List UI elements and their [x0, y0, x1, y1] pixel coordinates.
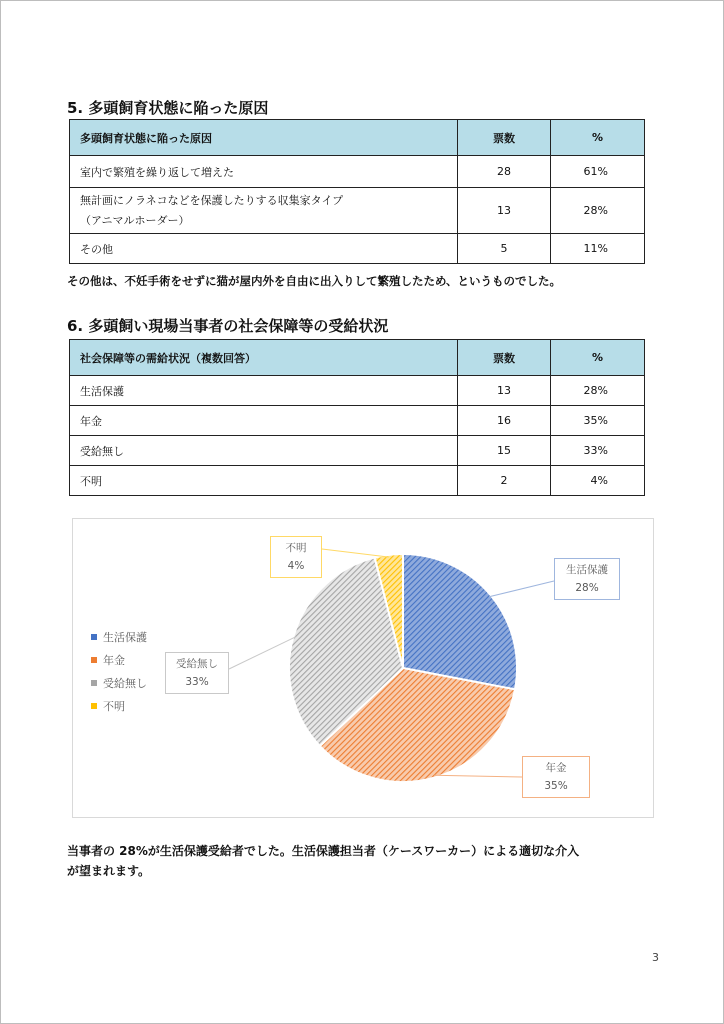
table-row [70, 436, 645, 466]
legend-swatch [91, 680, 97, 686]
data-label-seikatsu [554, 558, 620, 600]
legend-swatch [91, 703, 97, 709]
data-label-value: 33% [185, 676, 209, 688]
table-header-row [70, 340, 645, 376]
chart-legend [91, 625, 147, 717]
causes-table [69, 119, 645, 264]
leader-line [229, 637, 296, 669]
conclusion-line2: が望まれます。 [67, 864, 151, 878]
benefits-table [69, 339, 645, 496]
section5-note: その他は、不妊手術をせずに猫が屋内外を自由に出入りして繁殖したため、というものでした。 [67, 274, 562, 288]
legend-item [91, 648, 147, 671]
legend-item [91, 625, 147, 648]
row-count: 13 [458, 188, 551, 234]
data-label-fumei [270, 536, 322, 578]
data-label-name: 不明 [285, 542, 307, 554]
legend-item [91, 694, 147, 717]
data-label-nenkin [522, 756, 590, 798]
row-count: 15 [458, 436, 551, 466]
data-label-value: 35% [544, 780, 568, 792]
page-number: 3 [652, 951, 659, 964]
table-header-row [70, 120, 645, 156]
data-label-value: 28% [575, 582, 599, 594]
data-label-name: 生活保護 [566, 564, 608, 576]
data-label-value: 4% [287, 560, 305, 572]
row-count: 28 [458, 156, 551, 188]
table-row [70, 234, 645, 264]
data-label-jukyu-nashi [165, 652, 229, 694]
table-row [70, 188, 645, 234]
section5-heading: 5. 多頭飼育状態に陥った原因 [67, 99, 269, 117]
section6-heading: 6. 多頭飼い現場当事者の社会保障等の受給状況 [67, 317, 389, 335]
row-percent: 28% [551, 376, 645, 406]
row-percent: 11% [551, 234, 645, 264]
legend-item [91, 671, 147, 694]
legend-swatch [91, 634, 97, 640]
row-percent: 33% [551, 436, 645, 466]
pie-slice-seikatsu [403, 554, 517, 689]
row-percent: 28% [551, 188, 645, 234]
legend-label: 年金 [103, 653, 125, 667]
col-header-count: 票数 [458, 340, 551, 376]
col-header-percent: % [551, 120, 645, 156]
table-row [70, 156, 645, 188]
conclusion-line1: 当事者の 28%が生活保護受給者でした。生活保護担当者（ケースワーカー）による適切な介入 [67, 844, 580, 858]
col-header-cause: 多頭飼育状態に陥った原因 [70, 120, 458, 156]
conclusion-text [67, 841, 657, 881]
data-label-name: 年金 [545, 762, 567, 774]
leader-line [434, 775, 522, 777]
row-label: 室内で繁殖を繰り返して増えた [70, 156, 458, 188]
row-percent: 61% [551, 156, 645, 188]
row-count: 13 [458, 376, 551, 406]
table-row [70, 466, 645, 496]
row-count: 2 [458, 466, 551, 496]
row-percent: 35% [551, 406, 645, 436]
row-label [70, 188, 458, 234]
col-header-count: 票数 [458, 120, 551, 156]
row-count: 16 [458, 406, 551, 436]
leader-line [489, 581, 554, 597]
legend-swatch [91, 657, 97, 663]
table-row [70, 406, 645, 436]
table-row [70, 376, 645, 406]
leader-line [322, 549, 389, 557]
row-label: 不明 [70, 466, 458, 496]
legend-label: 生活保護 [103, 630, 147, 644]
pie-chart-frame [72, 518, 654, 818]
row-count: 5 [458, 234, 551, 264]
row-label-line2: （アニマルホーダー） [80, 213, 190, 227]
col-header-percent: % [551, 340, 645, 376]
row-percent: 4% [551, 466, 645, 496]
row-label: 年金 [70, 406, 458, 436]
col-header-status: 社会保障等の需給状況（複数回答） [70, 340, 458, 376]
legend-label: 受給無し [103, 676, 147, 690]
legend-label: 不明 [103, 699, 125, 713]
row-label: 生活保護 [70, 376, 458, 406]
row-label: 受給無し [70, 436, 458, 466]
data-label-name: 受給無し [176, 658, 218, 670]
row-label: その他 [70, 234, 458, 264]
row-label-line1: 無計画にノラネコなどを保護したりする収集家タイプ [80, 193, 344, 207]
